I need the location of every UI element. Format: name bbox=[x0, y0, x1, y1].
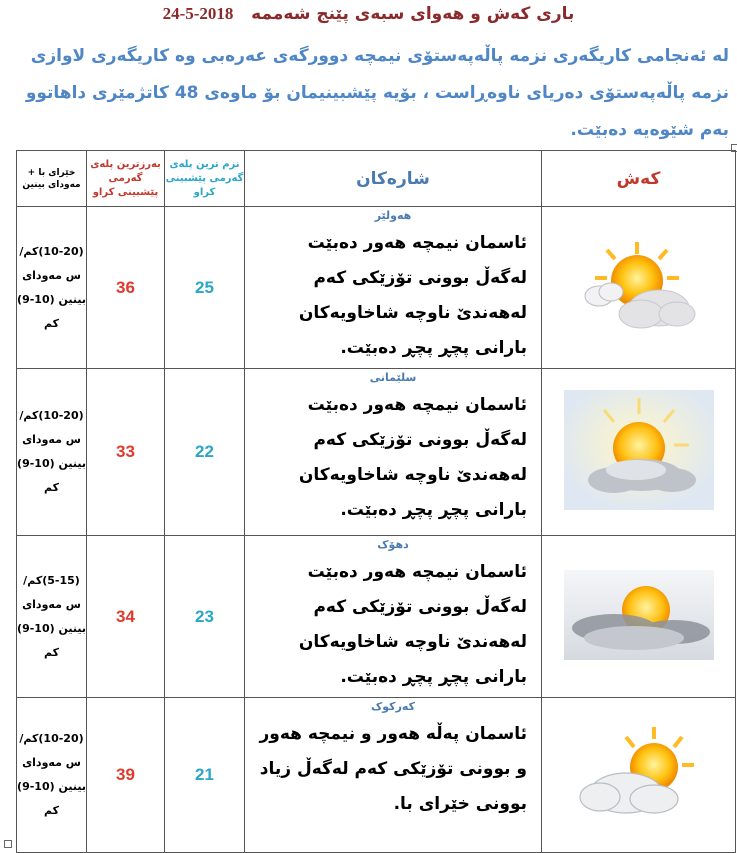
table-row bbox=[17, 207, 736, 369]
max-temp-cell: 39 bbox=[87, 698, 165, 853]
forecast-table bbox=[16, 150, 735, 853]
table-row bbox=[17, 369, 736, 536]
min-temp-cell: 23 bbox=[165, 536, 245, 698]
max-temp-cell: 33 bbox=[87, 369, 165, 536]
header-max-temp: بەرزترین پلەی گەرمی پێشبینی کراو bbox=[87, 151, 165, 207]
header-min-temp: نزم ترین پلەی گەرمی پێشبینی کراو bbox=[165, 151, 245, 207]
table-row bbox=[17, 536, 736, 698]
table-header-row bbox=[17, 151, 736, 207]
table-handle-bottom[interactable] bbox=[4, 840, 12, 848]
max-temp-cell: 34 bbox=[87, 536, 165, 698]
sun-cloud-icon bbox=[564, 390, 714, 510]
city-name: سلێمانی bbox=[369, 371, 417, 384]
weather-image-cell bbox=[542, 536, 736, 698]
weather-image-cell bbox=[542, 369, 736, 536]
page-title bbox=[0, 4, 737, 24]
sun-cloud-icon bbox=[579, 236, 699, 336]
city-name: کەرکوک bbox=[371, 700, 415, 713]
city-description-cell bbox=[245, 369, 542, 536]
city-description-cell bbox=[245, 536, 542, 698]
max-temp-cell: 36 bbox=[87, 207, 165, 369]
min-temp-cell: 25 bbox=[165, 207, 245, 369]
city-name: هەولێر bbox=[374, 209, 412, 222]
weather-image-cell bbox=[542, 207, 736, 369]
min-temp-cell: 22 bbox=[165, 369, 245, 536]
city-description-cell bbox=[245, 207, 542, 369]
wind-visibility-cell: (10-20)کم/س مەودای بینین (10-9) کم bbox=[17, 369, 87, 536]
city-name: دهۆک bbox=[377, 538, 409, 551]
header-wind-visibility: خێرای با + مەودای بینین bbox=[17, 151, 87, 207]
title-text: باری کەش و هەوای سبەی پێنج شەممە bbox=[251, 4, 575, 24]
weather-description: ئاسمان نیمچە هەور دەبێت لەگەڵ بوونی تۆزێکی کەم لەهەندێ ناوچە شاخاویەکان بارانی پچڕ پچڕ دەبێت. bbox=[298, 562, 527, 687]
city-description-cell bbox=[245, 698, 542, 853]
wind-visibility-cell: (10-20)کم/س مەودای بینین (10-9) کم bbox=[17, 698, 87, 853]
forecast-date: 2018-5-24 bbox=[162, 4, 234, 23]
min-temp-cell: 21 bbox=[165, 698, 245, 853]
wind-visibility-cell: (5-15)کم/س مەودای بینین (10-9) کم bbox=[17, 536, 87, 698]
wind-visibility-cell: (10-20)کم/س مەودای بینین (10-9) کم bbox=[17, 207, 87, 369]
table-row bbox=[17, 698, 736, 853]
weather-description: ئاسمان نیمچە هەور دەبێت لەگەڵ بوونی تۆزێکی کەم لەهەندێ ناوچە شاخاویەکان بارانی پچڕ پچڕ دەبێت. bbox=[298, 395, 527, 520]
header-weather: کەش bbox=[542, 151, 736, 207]
sun-cloud-icon bbox=[564, 570, 714, 660]
weather-description: ئاسمان نیمچە هەور دەبێت لەگەڵ بوونی تۆزێکی کەم لەهەندێ ناوچە شاخاویەکان بارانی پچڕ پچڕ دەبێت. bbox=[298, 233, 527, 358]
weather-image-cell bbox=[542, 698, 736, 853]
intro-paragraph: لە ئەنجامی کاریگەری نزمە پاڵەپەستۆی نیمچە دوورگەی عەرەبی وە کاریگەری لاوازی نزمە پاڵەپەستۆی دەریای ناوەڕاست ، بۆیە پێشبینیمان بۆ ماوەی 48 کاتژمێری داهاتوو بەم شێوەیە دەبێت. bbox=[25, 46, 729, 140]
header-cities: شارەکان bbox=[245, 151, 542, 207]
weather-description: ئاسمان پەڵە هەور و نیمچە هەور و بوونی تۆزێکی کەم لەگەڵ زیاد بوونی خێرای با. bbox=[259, 724, 527, 814]
sun-cloud-icon bbox=[574, 723, 704, 823]
